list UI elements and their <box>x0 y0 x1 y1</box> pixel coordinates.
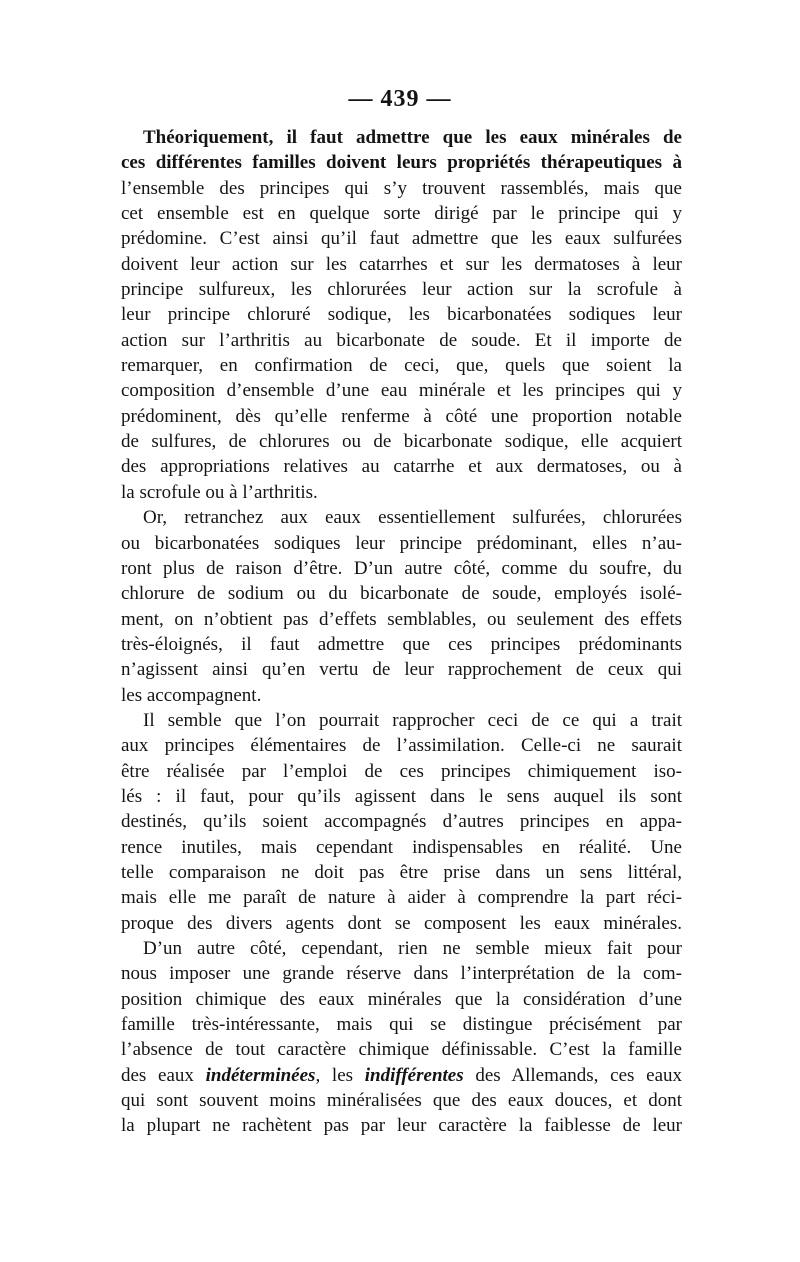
text-line: position chimique des eaux minérales que la considération d’une <box>121 988 682 1010</box>
text-line: D’un autre côté, cependant, rien ne semble mieux fait pour <box>143 938 682 959</box>
text-line: action sur l’arthritis au bicarbonate de soude. Et il importe de <box>121 329 682 351</box>
page-number: — 439 — <box>348 86 452 112</box>
text-line: nous imposer une grande réserve dans l’interprétation de la com- <box>121 963 682 985</box>
text-line: ment, on n’obtient pas d’effets semblables, ou seulement des effets <box>121 608 682 630</box>
text-line: la plupart ne rachètent pas par leur caractère la faiblesse de leur <box>121 1115 682 1137</box>
text-line: Théoriquement, il faut admettre que les eaux minérales de <box>143 127 682 148</box>
text-line: proque des divers agents dont se composent les eaux minérales. <box>121 912 682 934</box>
text-line: mais elle me paraît de nature à aider à comprendre la part réci- <box>121 887 682 909</box>
text-line: aux principes élémentaires de l’assimilation. Celle-ci ne saurait <box>121 735 682 757</box>
text-line: n’agissent ainsi qu’en vertu de leur rapprochement de ceux qui <box>121 659 682 681</box>
text-line: lés : il faut, pour qu’ils agissent dans le sens auquel ils sont <box>121 785 682 807</box>
body-text <box>121 125 682 1139</box>
text-line: ou bicarbonatées sodiques leur principe prédominant, elles n’au- <box>121 532 682 554</box>
text-line: les accompagnent. <box>121 684 262 706</box>
text-line: telle comparaison ne doit pas être prise dans un sens littéral, <box>121 861 682 883</box>
text-line: de sulfures, de chlorures ou de bicarbonate sodique, elle acquiert <box>121 431 682 453</box>
text-line: qui sont souvent moins minéralisées que des eaux douces, et dont <box>121 1090 682 1112</box>
italic-term: indifférentes <box>364 1064 464 1086</box>
text-line: prédominent, dès qu’elle renferme à côté une proportion notable <box>121 405 682 427</box>
text-line: Or, retranchez aux eaux essentiellement sulfurées, chlorurées <box>143 507 682 529</box>
text-line: destinés, qu’ils soient accompagnés d’autres principes en appa- <box>121 811 682 833</box>
text-line: l’ensemble des principes qui s’y trouvent rassemblés, mais que <box>121 177 682 199</box>
text-line <box>121 1063 682 1088</box>
text-line: doivent leur action sur les catarrhes et sur les dermatoses à leur <box>121 253 682 275</box>
text-fragment: des eaux <box>121 1064 206 1086</box>
text-line: ront plus de raison d’être. D’un autre côté, comme du soufre, du <box>121 557 682 579</box>
text-line: l’absence de tout caractère chimique définissable. C’est la famille <box>121 1039 682 1061</box>
text-line: ces différentes familles doivent leurs propriétés thérapeutiques à <box>121 152 682 174</box>
text-line: prédomine. C’est ainsi qu’il faut admettre que les eaux sulfurées <box>121 228 682 250</box>
text-line: la scrofule ou à l’arthritis. <box>121 481 318 503</box>
text-line: composition d’ensemble d’une eau minérale et les principes qui y <box>121 380 682 402</box>
italic-term: indéterminées <box>205 1064 316 1086</box>
text-line: des appropriations relatives au catarrhe et aux dermatoses, ou à <box>121 456 682 478</box>
text-line: cet ensemble est en quelque sorte dirigé par le principe qui y <box>121 203 682 225</box>
text-line: rence inutiles, mais cependant indispensables en réalité. Une <box>121 836 682 858</box>
text-fragment: des Allemands, ces eaux <box>463 1064 682 1086</box>
text-line: Il semble que l’on pourrait rapprocher ceci de ce qui a trait <box>143 709 682 731</box>
text-line: très-éloignés, il faut admettre que ces principes prédominants <box>121 633 682 655</box>
text-line: famille très-intéressante, mais qui se distingue précisément par <box>121 1014 682 1036</box>
text-line: chlorure de sodium ou du bicarbonate de soude, employés isolé- <box>121 583 682 605</box>
text-line: remarquer, en confirmation de ceci, que, quels que soient la <box>121 355 682 377</box>
text-line: être réalisée par l’emploi de ces principes chimiquement iso- <box>121 760 682 782</box>
text-line: leur principe chloruré sodique, les bicarbonatées sodiques leur <box>121 304 682 326</box>
text-fragment: , les <box>315 1064 365 1086</box>
text-line: principe sulfureux, les chlorurées leur action sur la scrofule à <box>121 279 682 301</box>
